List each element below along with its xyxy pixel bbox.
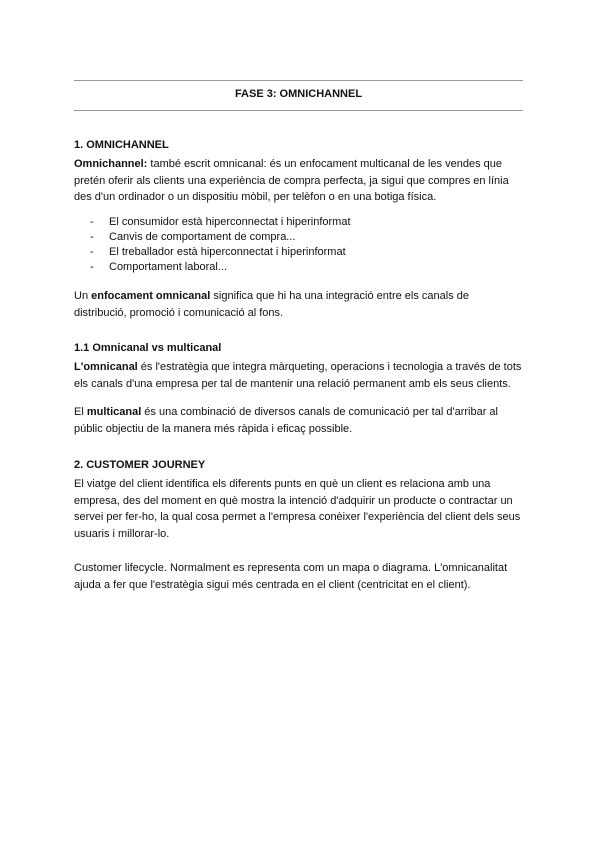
definition-text: també escrit omnicanal: és un enfocament multicanal de les vendes que pretén oferir als clients una experiència de compra perfecta, ja sigui que compres en línia des d'un ordinador o un dispositiu mòbil, per telèfon o en una botiga física. [74, 158, 509, 203]
list-item: - El consumidor està hiperconnectat i hiperinformat [90, 215, 520, 230]
top-rule [74, 80, 523, 81]
page-title: FASE 3: OMNICHANNEL [234, 88, 363, 100]
definition-term: Omnichannel: [74, 158, 148, 170]
header-bottom-rule [74, 110, 523, 111]
omnicanal-paragraph [74, 359, 524, 392]
approach-post: significa que hi ha una integració entre els canals de distribució, promoció i comunicació al fons. [74, 290, 469, 319]
multicanal-paragraph [74, 404, 524, 437]
omnicanal-term: L'omnicanal [74, 361, 138, 373]
multicanal-term: multicanal [86, 406, 142, 418]
list-item: - Canvis de comportament de compra... [90, 230, 520, 245]
section-1-1-heading: 1.1 Omnicanal vs multicanal [74, 342, 222, 354]
approach-pre: Un [74, 290, 92, 302]
section-2-heading: 2. CUSTOMER JOURNEY [74, 459, 206, 471]
omnichannel-definition [74, 156, 524, 206]
approach-term: enfocament omnicanal [91, 290, 211, 302]
section-1-heading: 1. OMNICHANNEL [74, 139, 169, 151]
omnichannel-approach [74, 288, 524, 321]
customer-journey-paragraph: El viatge del client identifica els diferents punts en què un client es relaciona amb una empresa, des del moment en què mostra la intenció d'adquirir un producte o contractar un servei per fer-ho, la qual cosa permet a l'empresa conèixer l'experiència del client dels seus usuaris i millorar-lo. [74, 478, 521, 540]
multicanal-pre: El [74, 406, 87, 418]
list-item: - El treballador està hiperconnectat i hiperinformat [90, 245, 520, 260]
customer-lifecycle-paragraph: Customer lifecycle. Normalment es representa com un mapa o diagrama. L'omnicanalitat ajuda a fer que l'estratègia sigui més centrada en el client (centricitat en el client). [74, 562, 508, 591]
omnicanal-text: és l'estratègia que integra màrqueting, operacions i tecnologia a través de tots els canals d'una empresa per tal de mantenir una relació permanent amb els seus clients. [74, 361, 522, 390]
list-item: - Comportament laboral... [90, 260, 520, 275]
multicanal-text: és una combinació de diversos canals de comunicació per tal d'arribar al públic objectiu de la manera més ràpida i eficaç possible. [74, 406, 498, 435]
consumer-bullets [90, 215, 520, 275]
